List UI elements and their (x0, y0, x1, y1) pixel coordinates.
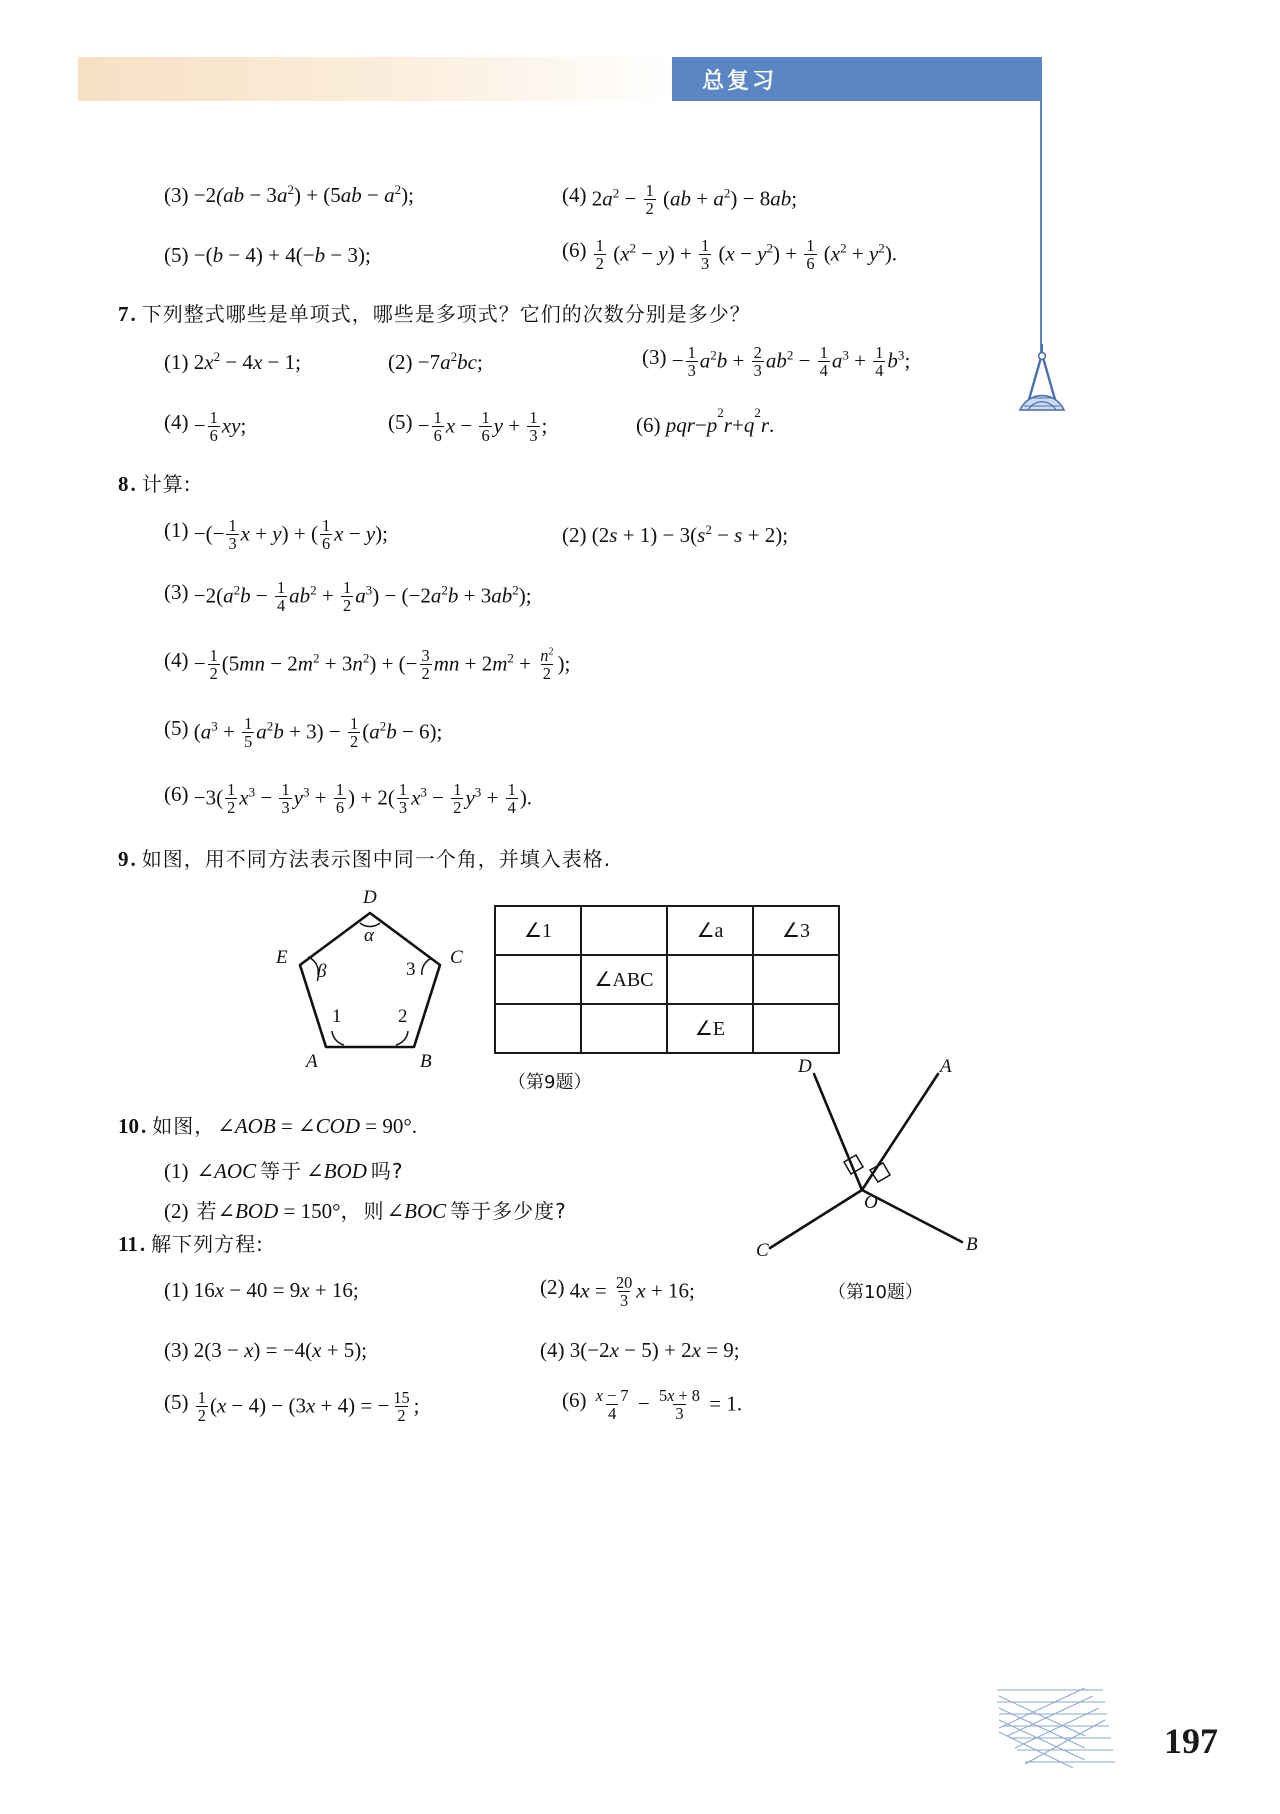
q7-item-2-label: (2) (388, 350, 413, 374)
q8-item-4: (4) − $\frac{1}{2}$ $(5mn - 2m^2 + 3n^2)$ + (− $\frac{3}{2}$ mn + $2m^2$ + $\frac{n^2}{2}$ ); (164, 646, 571, 684)
question-11-header (118, 1228, 264, 1257)
header-vertical-rule (1040, 57, 1042, 357)
q11-item-4-label: (4) (540, 1338, 565, 1362)
q9-prompt: 如图，用不同方法表示图中同一个角，并填入表格. (141, 847, 612, 871)
cell-r2c1[interactable] (581, 1004, 667, 1053)
ray-label-D: D (798, 1056, 812, 1077)
q7-dot: . (130, 302, 136, 326)
q7-item-5: (5) − $\frac{1}{6}$ x − $\frac{1}{6}$ y + $\frac{1}{3}$ ; (388, 408, 548, 446)
q11-item-5: (5) $\frac{1}{2}$ (x − 4) − (3x + 4) = − $\frac{15}{2}$ ; (164, 1388, 420, 1426)
question-9-header (118, 843, 611, 872)
ray-label-B: B (966, 1234, 978, 1255)
q10-item-1-label: (1) (164, 1159, 189, 1183)
q10-dot: . (141, 1114, 147, 1138)
cell-r0c3[interactable]: ∠3 (753, 906, 839, 955)
vertex-label-A: A (306, 1051, 318, 1072)
header-banner (672, 57, 1042, 101)
q9-caption: （第9题） (508, 1072, 592, 1093)
compass-icon (1012, 340, 1072, 420)
q8-item-5-label: (5) (164, 716, 189, 740)
q9-dot: . (130, 847, 136, 871)
cell-r2c3[interactable] (753, 1004, 839, 1053)
cell-r0c2[interactable]: ∠a (667, 906, 753, 955)
ray-label-A: A (940, 1056, 952, 1077)
q8-prompt: 计算: (141, 472, 192, 496)
q8-item-1: (1) −(− $\frac{1}{3}$ x + y) + ( $\frac{1}{6}$ x − y); (164, 516, 388, 554)
q10-item-1: (1) ∠AOC 等于 ∠BOD 吗? (164, 1159, 404, 1183)
q7-item-5-label: (5) (388, 410, 413, 434)
cell-r0c1[interactable] (581, 906, 667, 955)
q7-item-4-label: (4) (164, 410, 189, 434)
question-7-header (118, 298, 751, 327)
q8-item-5: (5) ($a^3$ + $\frac{1}{5}$ $a^2b + 3$) − $\frac{1}{2}$ $(a^2b - 6)$; (164, 714, 443, 752)
q11-number: 11 (118, 1232, 138, 1256)
cell-r2c0[interactable] (495, 1004, 581, 1053)
q9-number: 9 (118, 847, 129, 871)
q8-item-1-label: (1) (164, 518, 189, 542)
q11-item-3: (3) 2(3 − x) = −4(x + 5); (164, 1338, 368, 1362)
cell-r0c0[interactable]: ∠1 (495, 906, 581, 955)
cell-r2c2[interactable]: ∠E (667, 1004, 753, 1053)
q10-caption: （第10题） (828, 1282, 923, 1303)
q8-item-6: (6) −3( $\frac{1}{2}$ $x^3$ − $\frac{1}{3}$ $y^3$ + $\frac{1}{6}$ ) + 2( $\frac{1}{3}$ $x^3$ − $\frac{1}{2}$ $y^3$ + $\frac{1}{4}$ ). (164, 780, 533, 818)
q11-item-3-label: (3) (164, 1338, 189, 1362)
angle-label-2: 2 (398, 1006, 408, 1027)
angle-label-1: 1 (332, 1006, 342, 1027)
q11-item-6: (6) $\frac{x - 7}{4}$ − $\frac{5x + 8}{3}$ = 1. (562, 1386, 743, 1424)
q8-dot: . (130, 472, 136, 496)
q7-prompt: 下列整式哪些是单项式，哪些是多项式？它们的次数分别是多少？ (141, 302, 751, 326)
header-accent-bar (78, 57, 678, 101)
q11-item-5-label: (5) (164, 1390, 189, 1414)
angle-label-3: 3 (406, 959, 416, 980)
continued-item-5: (5) −(b − 4) + 4(−b − 3); (164, 243, 371, 267)
q8-item-4-label: (4) (164, 648, 189, 672)
vertex-label-E: E (276, 947, 288, 968)
q8-number: 8 (118, 472, 129, 496)
q10-item-2-label: (2) (164, 1199, 189, 1223)
continued-item-3: (3) $-2(ab - 3a^2) + (5ab - a^2)$; (164, 182, 414, 207)
page-title: 总复习 (702, 68, 778, 94)
q7-item-4: (4) − $\frac{1}{6}$ xy; (164, 408, 247, 446)
page-number: 197 (1164, 1721, 1218, 1761)
angle-label-alpha: α (364, 925, 374, 946)
q7-item-3: (3) − $\frac{1}{3}$ $a^2b$ + $\frac{2}{3}$ $ab^2$ − $\frac{1}{4}$ $a^3$ + $\frac{1}{4}$ $b^3$; (642, 343, 911, 381)
q7-item-6: (6) pqr − p 2 r + q 2 r . (636, 405, 775, 437)
vertex-label-D: D (363, 887, 377, 908)
q10-item-2: (2) 若 ∠BOD = 150°， 则 ∠BOC 等于多少度? (164, 1199, 567, 1223)
continued-item-4: (4) $2a^2$ − $\frac{1}{2}$ $(ab + a^2) - 8ab$; (562, 181, 798, 219)
angle-label-beta: β (317, 961, 327, 982)
table-row (495, 906, 839, 955)
ray-label-C: C (756, 1240, 769, 1261)
q11-item-6-label: (6) (562, 1388, 587, 1412)
q11-item-2: (2) 4x = $\frac{20}{3}$ x + 16; (540, 1273, 695, 1311)
q10-number: 10 (118, 1114, 139, 1138)
question-10-header: 10 . 如图， ∠AOB = ∠COD = 90°. (118, 1114, 417, 1138)
vertex-label-C: C (450, 947, 463, 968)
q8-item-2-label: (2) (562, 523, 587, 547)
cell-r1c1[interactable]: ∠ABC (581, 955, 667, 1004)
q9-table (494, 905, 840, 1054)
vertex-label-B: B (420, 1051, 432, 1072)
q7-number: 7 (118, 302, 129, 326)
cell-r1c2[interactable] (667, 955, 753, 1004)
center-label-O: O (864, 1192, 878, 1213)
q11-item-2-label: (2) (540, 1275, 565, 1299)
q7-item-2: (2) $-7a^2bc$; (388, 349, 483, 374)
q11-item-1-label: (1) (164, 1278, 189, 1302)
q8-item-2: (2) $(2s + 1) - 3(s^2 - s + 2)$; (562, 522, 789, 547)
intersecting-rays-diagram (752, 1056, 992, 1261)
continued-item-6: (6) $\frac{1}{2}$ $(x^2 - y)$ + $\frac{1}{3}$ $(x - y^2)$ + $\frac{1}{6}$ $(x^2 + y^2)$. (562, 236, 898, 274)
q7-item-3-label: (3) (642, 345, 667, 369)
table-row (495, 1004, 839, 1053)
q7-item-6-label: (6) (636, 413, 661, 437)
q11-item-1: (1) 16x − 40 = 9x + 16; (164, 1278, 359, 1302)
q8-item-6-label: (6) (164, 782, 189, 806)
question-8-header (118, 468, 192, 497)
q8-item-3-label: (3) (164, 580, 189, 604)
cell-r1c3[interactable] (753, 955, 839, 1004)
q11-dot: . (139, 1232, 146, 1256)
q8-item-3: (3) $-2(a^2b$ − $\frac{1}{4}$ $ab^2$ + $\frac{1}{2}$ $a^3) - (-2a^2b + 3ab^2)$; (164, 578, 532, 616)
q7-item-1: (1) $2x^2 - 4x - 1$; (164, 349, 301, 374)
q11-prompt: 解下列方程: (151, 1232, 264, 1256)
cell-r1c0[interactable] (495, 955, 581, 1004)
q11-item-4: (4) 3(−2x − 5) + 2x = 9; (540, 1338, 740, 1362)
pentagon-diagram (270, 885, 480, 1070)
table-row (495, 955, 839, 1004)
q7-item-1-label: (1) (164, 350, 189, 374)
